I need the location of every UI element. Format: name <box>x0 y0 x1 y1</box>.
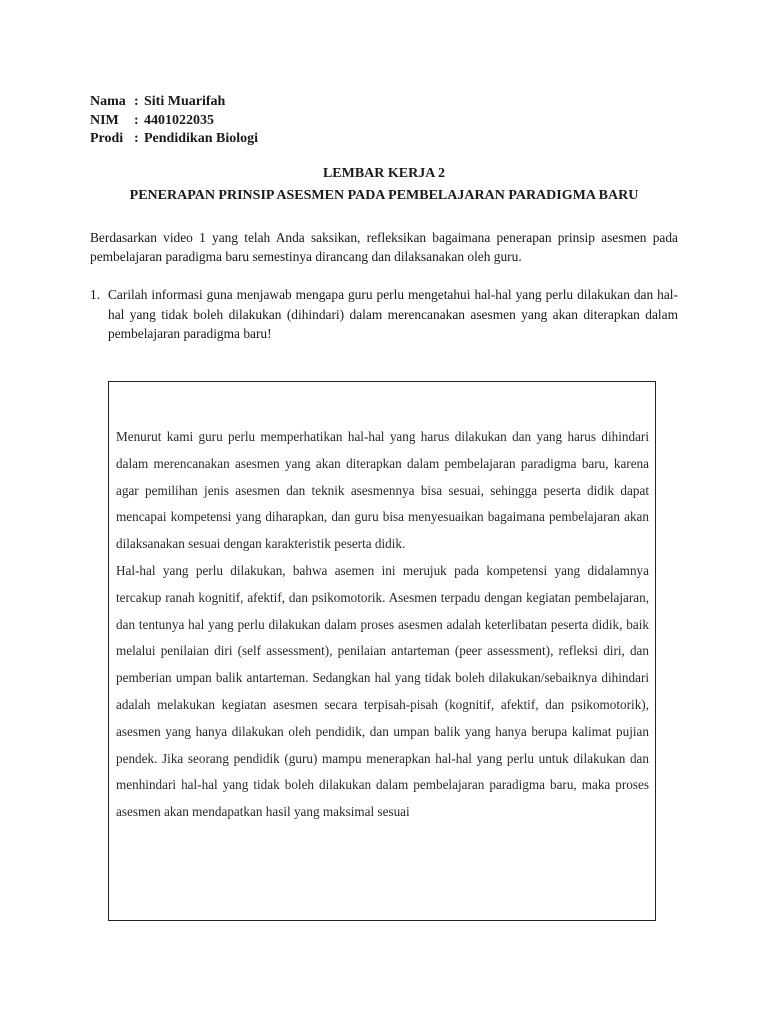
student-name: Siti Muarifah <box>144 94 226 109</box>
question-number: 1. <box>90 287 101 302</box>
answer-body <box>116 424 649 826</box>
question-text: Carilah informasi guna menjawab mengapa guru perlu mengetahui hal-hal yang perlu dilakukan dan hal-hal yang tidak boleh dilakukan (dihindari) dalam merencanakan asesmen yang akan diterapkan dalam pembelajaran paradigma baru! <box>108 287 678 341</box>
student-identity <box>90 93 258 149</box>
identity-label: NIM <box>90 112 119 128</box>
intro-paragraph: Berdasarkan video 1 yang telah Anda saksikan, refleksikan bagaimana penerapan prinsip asesmen pada pembelajaran paradigma baru semestinya dirancang dan dilaksanakan oleh guru. <box>90 230 678 264</box>
identity-separator: : <box>134 94 139 109</box>
worksheet-title: LEMBAR KERJA 2 <box>322 166 446 181</box>
answer-paragraph-dos-donts: Hal-hal yang perlu dilakukan, bahwa asemen ini merujuk pada kompetensi yang didalamnya tercakup ranah kognitif, afektif, dan psikomotorik. Asesmen terpadu dengan kegiatan pembelajaran, dan tentunya hal yang perlu dilakukan dalam proses asesmen adalah keterlibatan peserta didik, baik melalui penilaian diri (self assessment), penilaian antarteman (peer assessment), refleksi diri, dan pemberian umpan balik antarteman. Sedangkan hal yang tidak boleh dilakukan/sebaiknya dihindari adalah melakukan kegiatan asesmen secara terpisah-pisah (kognitif, afektif, dan psikomotorik), asesmen yang hanya dilakukan oleh pendidik, dan umpan balik yang hanya berupa kalimat pujian pendek. Jika seorang pendidik (guru) mampu menerapkan hal-hal yang perlu untuk dilakukan dan menhindari hal-hal yang tidak boleh dilakukan dalam pembelajaran paradigma baru, maka proses asesmen akan mendapatkan hasil yang maksimal sesuai <box>116 562 649 820</box>
student-nim: 4401022035 <box>144 112 214 128</box>
question-item <box>90 285 678 344</box>
answer-box <box>108 381 656 921</box>
answer-paragraph-reason: Menurut kami guru perlu memperhatikan hal-hal yang harus dilakukan dan yang harus dihindari dalam merencanakan asesmen yang akan diterapkan dalam pembelajaran paradigma baru, karena agar pemilihan jenis asesmen dan teknik asesmennya bisa sesuai, sehingga peserta didik dapat mencapai kompetensi yang diharapkan, dan guru bisa menyesuaikan bagaimana pembelajaran akan dilaksanakan sesuai dengan karakteristik peserta didik. <box>116 429 649 552</box>
identity-row-nim <box>90 112 258 131</box>
identity-separator: : <box>134 131 139 146</box>
identity-label: Prodi <box>90 131 124 146</box>
worksheet-subtitle: PENERAPAN PRINSIP ASESMEN PADA PEMBELAJARAN PARADIGMA BARU <box>129 188 639 203</box>
identity-separator: : <box>134 112 139 128</box>
identity-label: Nama <box>90 94 126 109</box>
identity-row-name <box>90 93 258 112</box>
identity-row-prodi <box>90 130 258 149</box>
student-prodi: Pendidikan Biologi <box>144 131 258 146</box>
